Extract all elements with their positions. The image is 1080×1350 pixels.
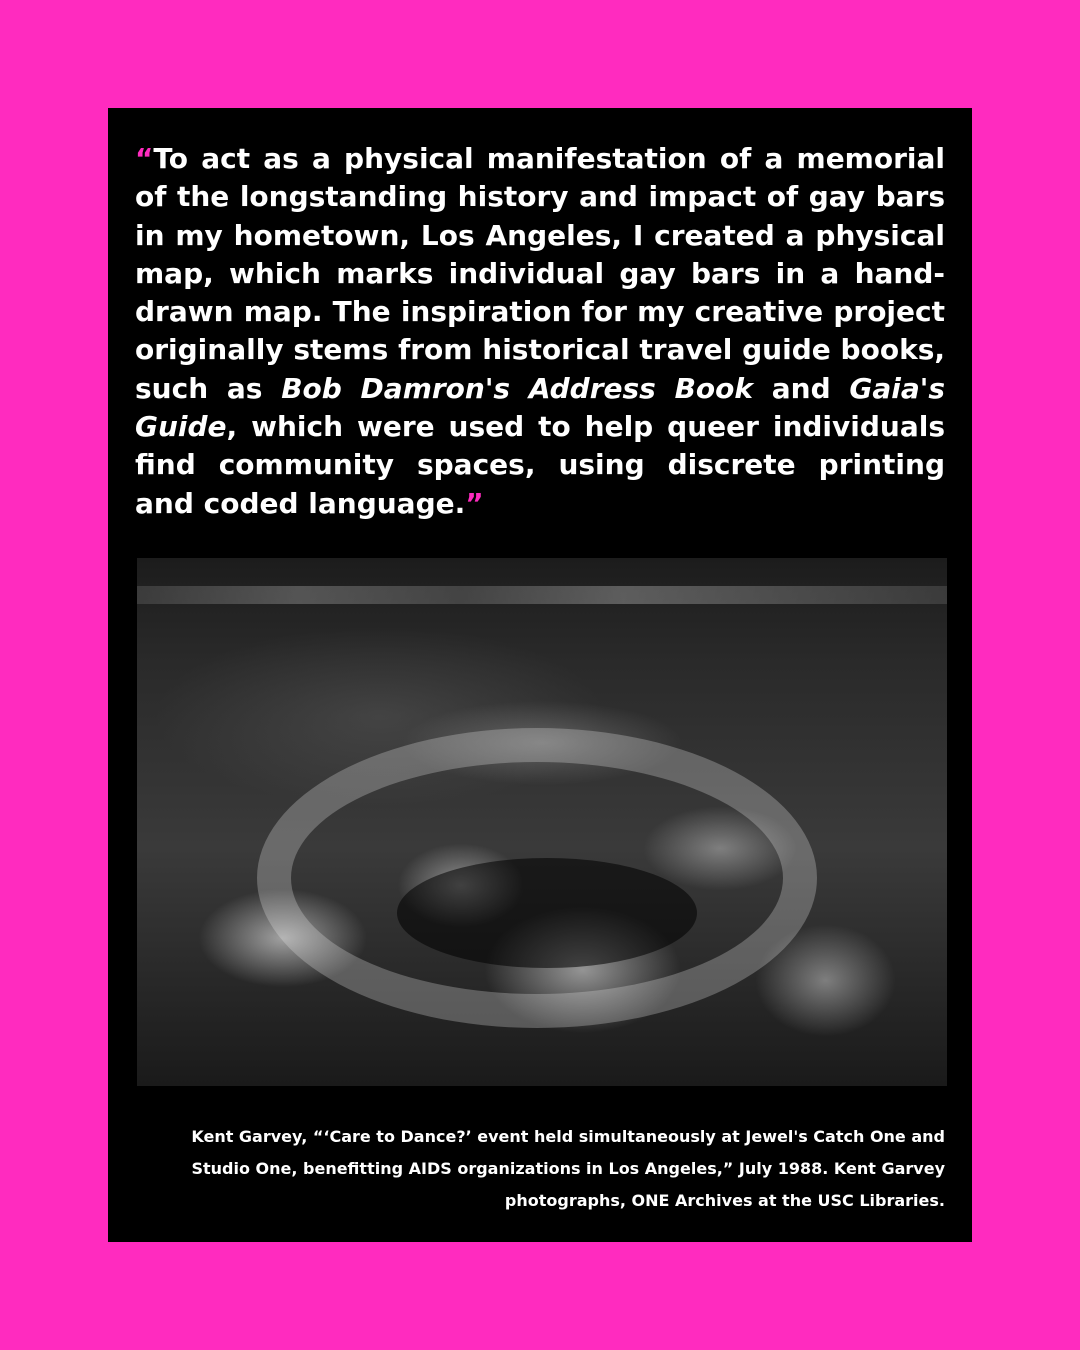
open-quote-mark: “ (135, 142, 154, 175)
quote-segment-3: , which were used to help queer individuals find community spaces, using discrete printing and coded language. (135, 410, 945, 520)
quote-text (135, 140, 945, 523)
close-quote-mark: ” (465, 486, 484, 520)
dance-event-photo (137, 558, 947, 1086)
quote-segment-1: To act as a physical manifestation of a memorial of the longstanding history and impact of gay bars in my hometown, Los Angeles, I created a physical map, which marks individual gay bars in a hand-drawn map. The inspiration for my creative project originally stems from historical travel guide books, such as (135, 142, 945, 405)
book-title-gaia: Gaia's Guide (135, 371, 945, 444)
photo-caption: Kent Garvey, “‘Care to Dance?’ event held simultaneously at Jewel's Catch One and Studio One, benefitting AIDS organizations in Los Angeles,” July 1988. Kent Garvey photographs, ONE Archives at the USC Libraries. (191, 1127, 945, 1210)
photo-dance-floor (397, 858, 697, 968)
content-panel (108, 108, 972, 1242)
book-title-damron: Bob Damron's Address Book (281, 371, 754, 405)
quote-segment-2: and (753, 371, 850, 405)
photo-ceiling (137, 586, 947, 604)
